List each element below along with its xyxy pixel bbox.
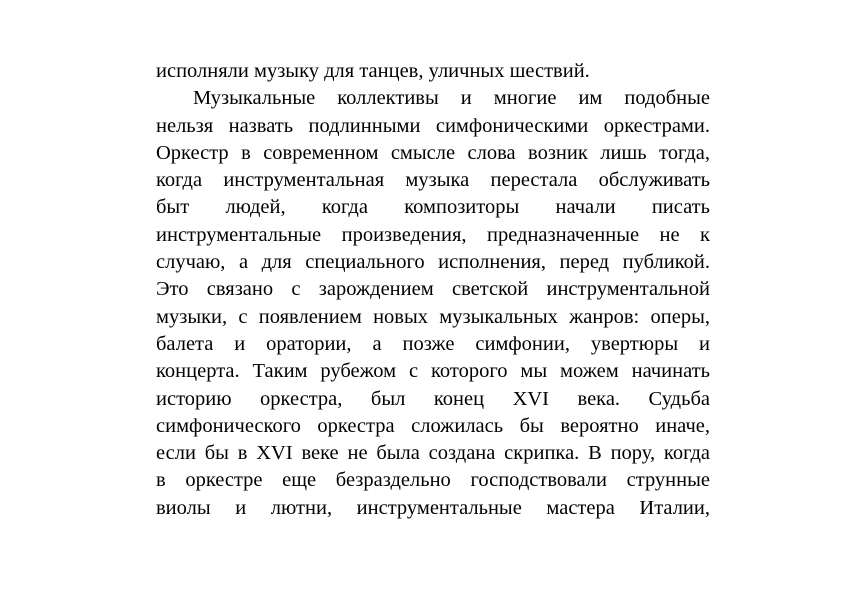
text-line: Оркестр в современном смысле слова возник лишь тогда, (156, 141, 710, 164)
text-line: концерта. Таким рубежом с которого мы можем начинать (156, 360, 710, 383)
text-line: в оркестре еще безраздельно господствовали струнные (156, 469, 710, 492)
body-text (156, 58, 710, 522)
paragraph-first-line: Музыкальные коллективы и многие им подобные (193, 87, 710, 110)
text-line: когда инструментальная музыка перестала обслуживать (156, 169, 710, 192)
text-line: если бы в XVI веке не была создана скрипка. В пору, когда (156, 442, 710, 465)
text-line: виолы и лютни, инструментальные мастера Италии, (156, 496, 710, 519)
text-line: инструментальные произведения, предназначенные не к (156, 223, 710, 246)
text-line: балета и оратории, а позже симфонии, увертюры и (156, 332, 710, 355)
text-line: исполняли музыку для танцев, уличных шествий. (156, 60, 590, 82)
text-line: симфонического оркестра сложилась бы вероятно иначе, (156, 414, 710, 437)
text-line: историю оркестра, был конец XVI века. Судьба (156, 387, 710, 410)
text-line: Это связано с зарождением светской инструментальной (156, 278, 710, 301)
text-line: быт людей, когда композиторы начали писать (156, 196, 710, 219)
text-line: случаю, а для специального исполнения, перед публикой. (156, 251, 710, 274)
text-line: нельзя назвать подлинными симфоническими оркестрами. (156, 114, 710, 137)
text-line: музыки, с появлением новых музыкальных жанров: оперы, (156, 305, 710, 328)
